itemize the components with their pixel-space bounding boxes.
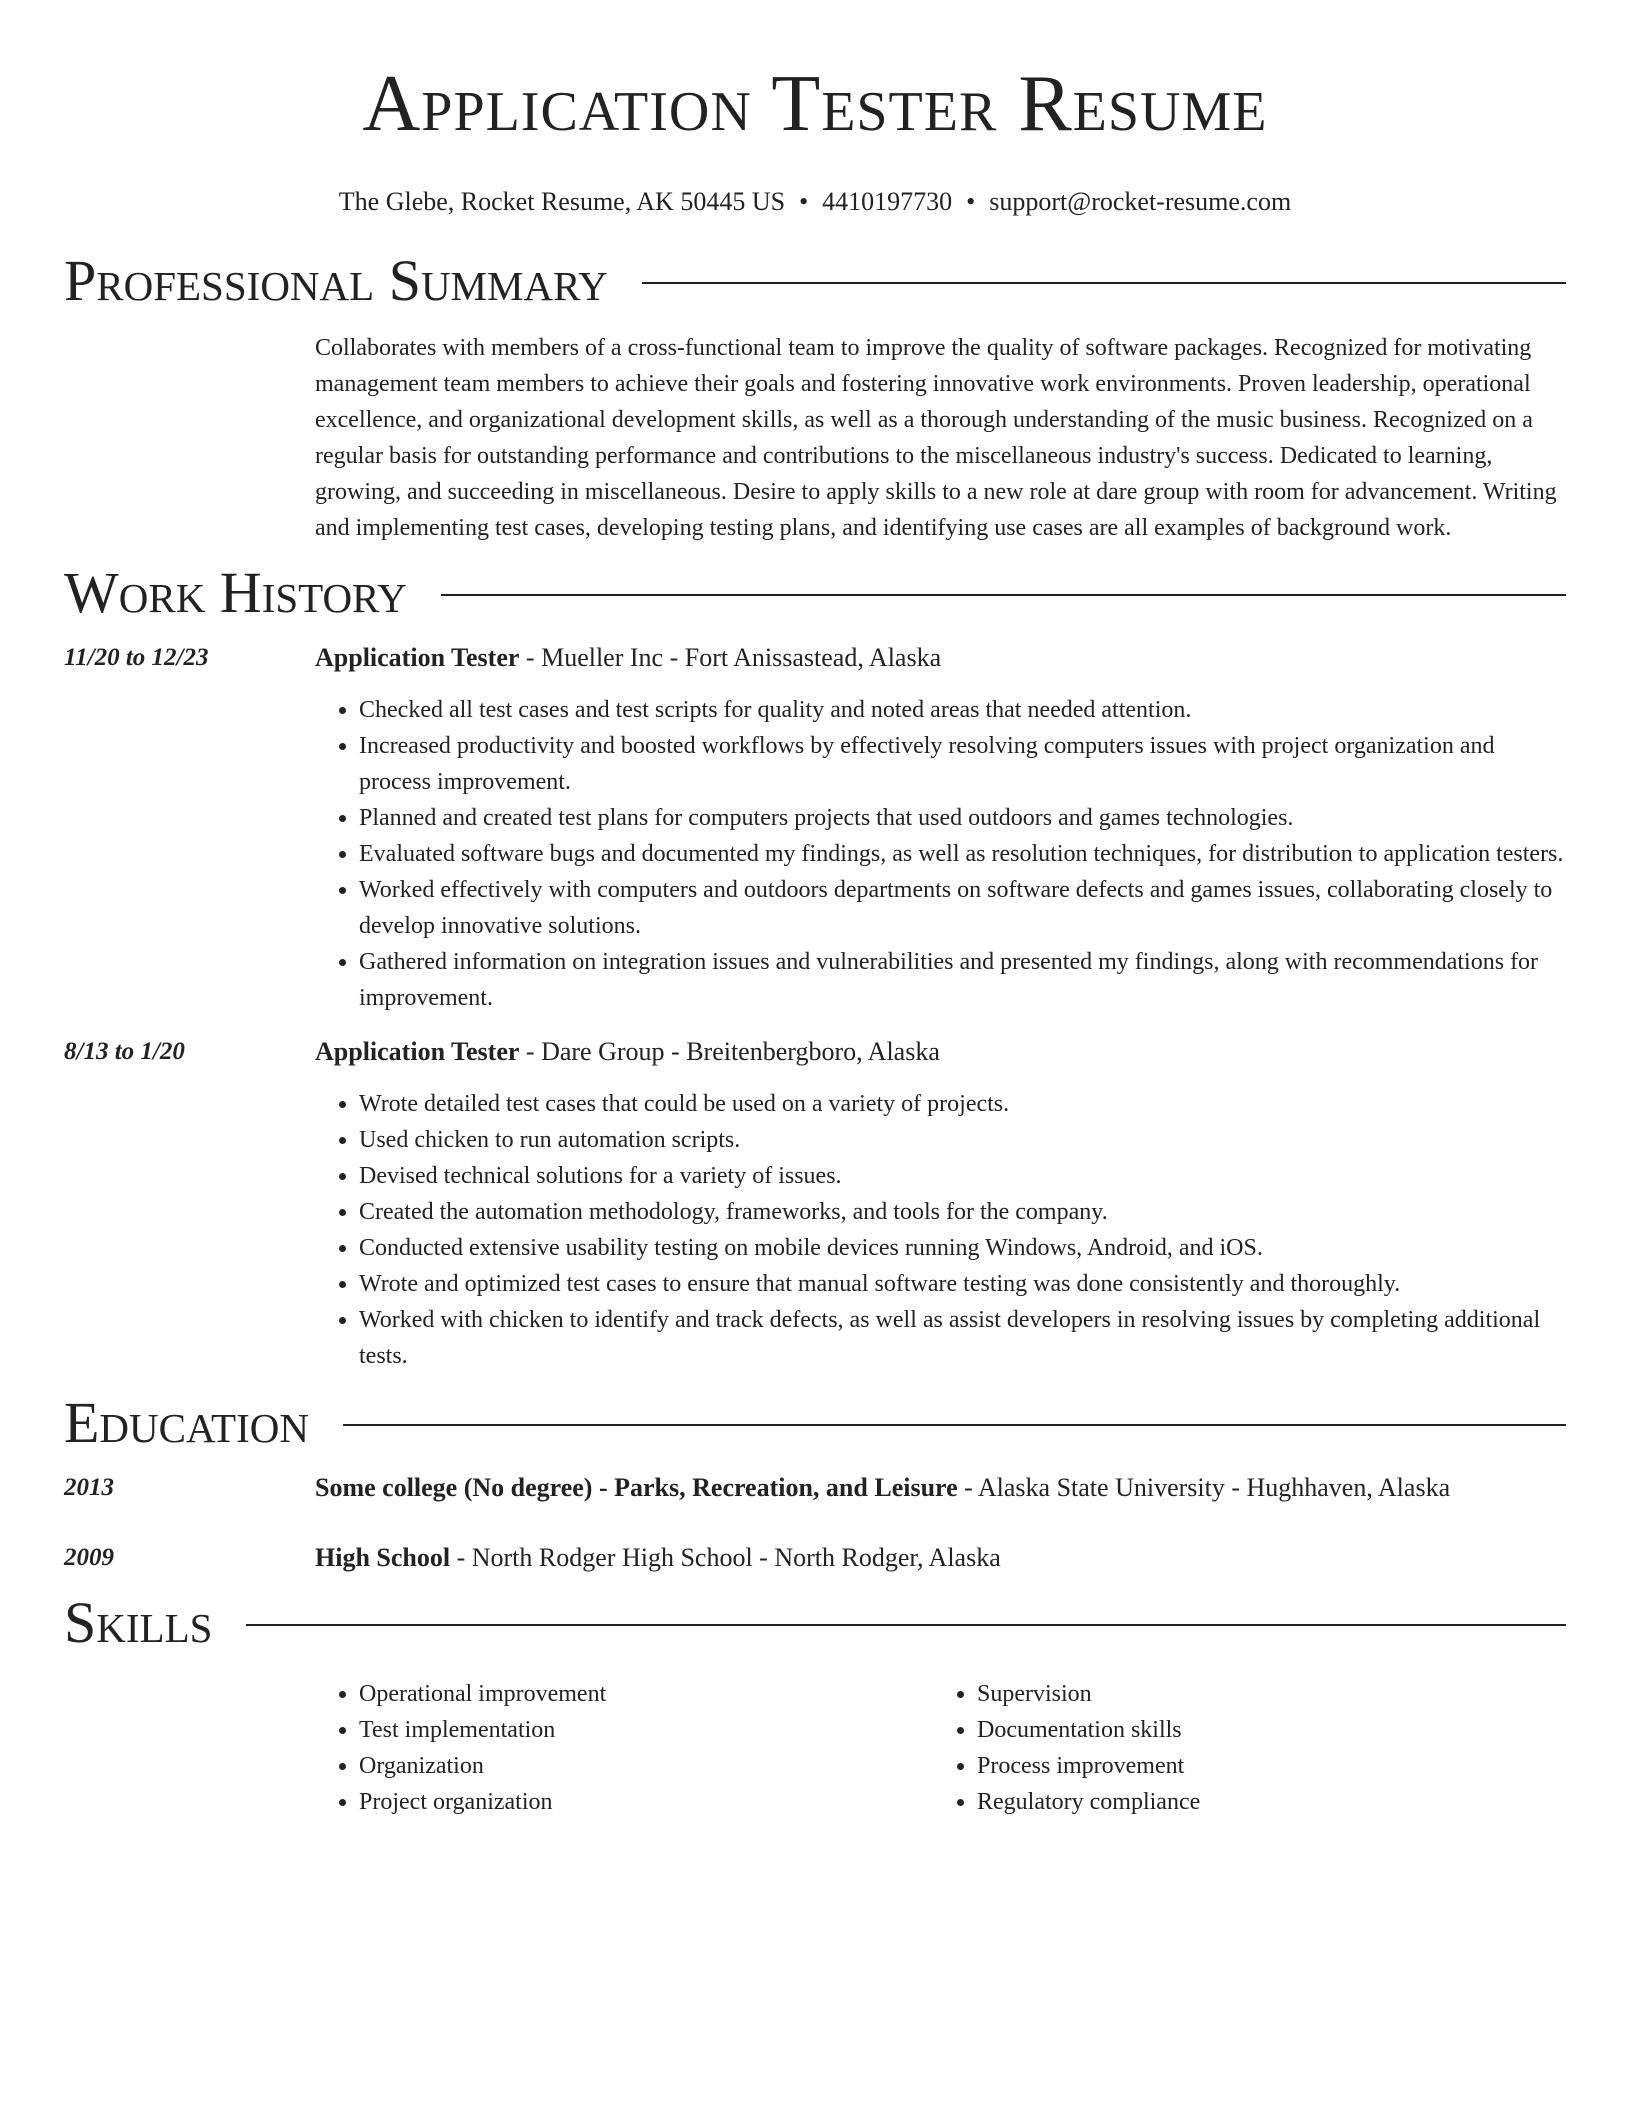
job-details: - Mueller Inc - Fort Anissastead, Alaska	[519, 643, 942, 672]
job-body	[315, 640, 1566, 1016]
skill-item: • Regulatory compliance	[977, 1784, 1551, 1820]
work-section-header	[64, 560, 1566, 626]
job-bullet: • Created the automation methodology, frameworks, and tools for the company.	[359, 1194, 1566, 1230]
education-entry	[64, 1540, 1566, 1576]
skill-item: • Documentation skills	[977, 1712, 1551, 1748]
skill-item: • Test implementation	[359, 1712, 933, 1748]
summary-text: Collaborates with members of a cross-functional team to improve the quality of software packages. Recognized for motivating management team members to achieve their goals and fostering innovative work environments. Proven leadership, operational excellence, and organizational development skills, as well as a thorough understanding of the music business. Recognized on a regular basis for outstanding performance and contributions to the miscellaneous industry's success. Dedicated to learning, growing, and succeeding in miscellaneous. Desire to apply skills to a new role at dare group with room for advancement. Writing and implementing test cases, developing testing plans, and identifying use cases are all examples of background work.	[315, 335, 1557, 541]
section-divider	[642, 282, 1566, 284]
job-dates: 8/13 to 1/20	[64, 1038, 185, 1065]
skill-item: • Organization	[359, 1748, 933, 1784]
education-line	[315, 1470, 1566, 1506]
education-degree: Some college (No degree) - Parks, Recreation, and Leisure	[315, 1473, 958, 1502]
education-line	[315, 1540, 1566, 1576]
skill-item: • Process improvement	[977, 1748, 1551, 1784]
education-body	[315, 1470, 1566, 1506]
contact-separator: •	[966, 187, 976, 216]
job-bullet: • Checked all test cases and test scripts for quality and noted areas that needed attention.	[359, 692, 1566, 728]
resume-title: Application Tester Resume	[362, 60, 1268, 148]
job-role: Application Tester	[315, 1037, 520, 1066]
education-details: - North Rodger High School - North Rodger, Alaska	[450, 1543, 1001, 1572]
section-divider	[441, 594, 1566, 596]
skills-grid	[315, 1676, 1566, 1820]
job-bullets	[315, 1086, 1566, 1374]
job-bullet: • Used chicken to run automation scripts.	[359, 1122, 1566, 1158]
education-heading: Education	[64, 1390, 309, 1455]
section-divider	[343, 1424, 1566, 1426]
skills-list	[315, 1676, 933, 1820]
job-bullet: • Devised technical solutions for a variety of issues.	[359, 1158, 1566, 1194]
job-bullet: • Worked with chicken to identify and track defects, as well as assist developers in resolving issues by completing additional tests.	[359, 1302, 1566, 1374]
contact-separator: •	[799, 187, 809, 216]
job-bullet: • Increased productivity and boosted workflows by effectively resolving computers issues with project organization and process improvement.	[359, 728, 1566, 800]
skills-heading: Skills	[64, 1590, 213, 1655]
job-bullet: • Wrote and optimized test cases to ensure that manual software testing was done consistently and thoroughly.	[359, 1266, 1566, 1302]
job-entry	[64, 640, 1566, 1016]
summary-section-header	[64, 248, 1566, 314]
summary-heading: Professional Summary	[64, 248, 608, 313]
job-title-line	[315, 1034, 1566, 1070]
contact-email: support@rocket-resume.com	[989, 187, 1292, 216]
education-entry	[64, 1470, 1566, 1506]
job-bullet: • Evaluated software bugs and documented my findings, as well as resolution techniques, for distribution to application testers.	[359, 836, 1566, 872]
skills-column-right	[933, 1676, 1551, 1820]
job-dates: 11/20 to 12/23	[64, 644, 209, 671]
job-bullet: • Wrote detailed test cases that could be used on a variety of projects.	[359, 1086, 1566, 1122]
skills-list	[933, 1676, 1551, 1820]
contact-address: The Glebe, Rocket Resume, AK 50445 US	[338, 187, 786, 216]
job-bullets	[315, 692, 1566, 1016]
education-body	[315, 1540, 1566, 1576]
section-divider	[246, 1624, 1566, 1626]
job-title-line	[315, 640, 1566, 676]
contact-phone: 4410197730	[822, 187, 953, 216]
skills-column-left	[315, 1676, 933, 1820]
job-bullet: • Gathered information on integration issues and vulnerabilities and presented my findings, along with recommendations for improvement.	[359, 944, 1566, 1016]
job-bullet: • Worked effectively with computers and outdoors departments on software defects and games issues, collaborating closely to develop innovative solutions.	[359, 872, 1566, 944]
education-degree: High School	[315, 1543, 451, 1572]
job-bullet: • Conducted extensive usability testing on mobile devices running Windows, Android, and iOS.	[359, 1230, 1566, 1266]
education-details: - Alaska State University - Hughhaven, Alaska	[957, 1473, 1451, 1502]
skill-item: • Supervision	[977, 1676, 1551, 1712]
education-year: 2009	[64, 1544, 114, 1571]
education-section-header	[64, 1390, 1566, 1456]
skills-section-header	[64, 1590, 1566, 1656]
job-entry	[64, 1034, 1566, 1374]
job-role: Application Tester	[315, 643, 520, 672]
job-body	[315, 1034, 1566, 1374]
education-year: 2013	[64, 1474, 114, 1501]
skill-item: • Project organization	[359, 1784, 933, 1820]
skill-item: • Operational improvement	[359, 1676, 933, 1712]
job-details: - Dare Group - Breitenbergboro, Alaska	[519, 1037, 940, 1066]
contact-line	[64, 186, 1566, 218]
job-bullet: • Planned and created test plans for computers projects that used outdoors and games technologies.	[359, 800, 1566, 836]
work-history-heading: Work History	[64, 560, 407, 625]
